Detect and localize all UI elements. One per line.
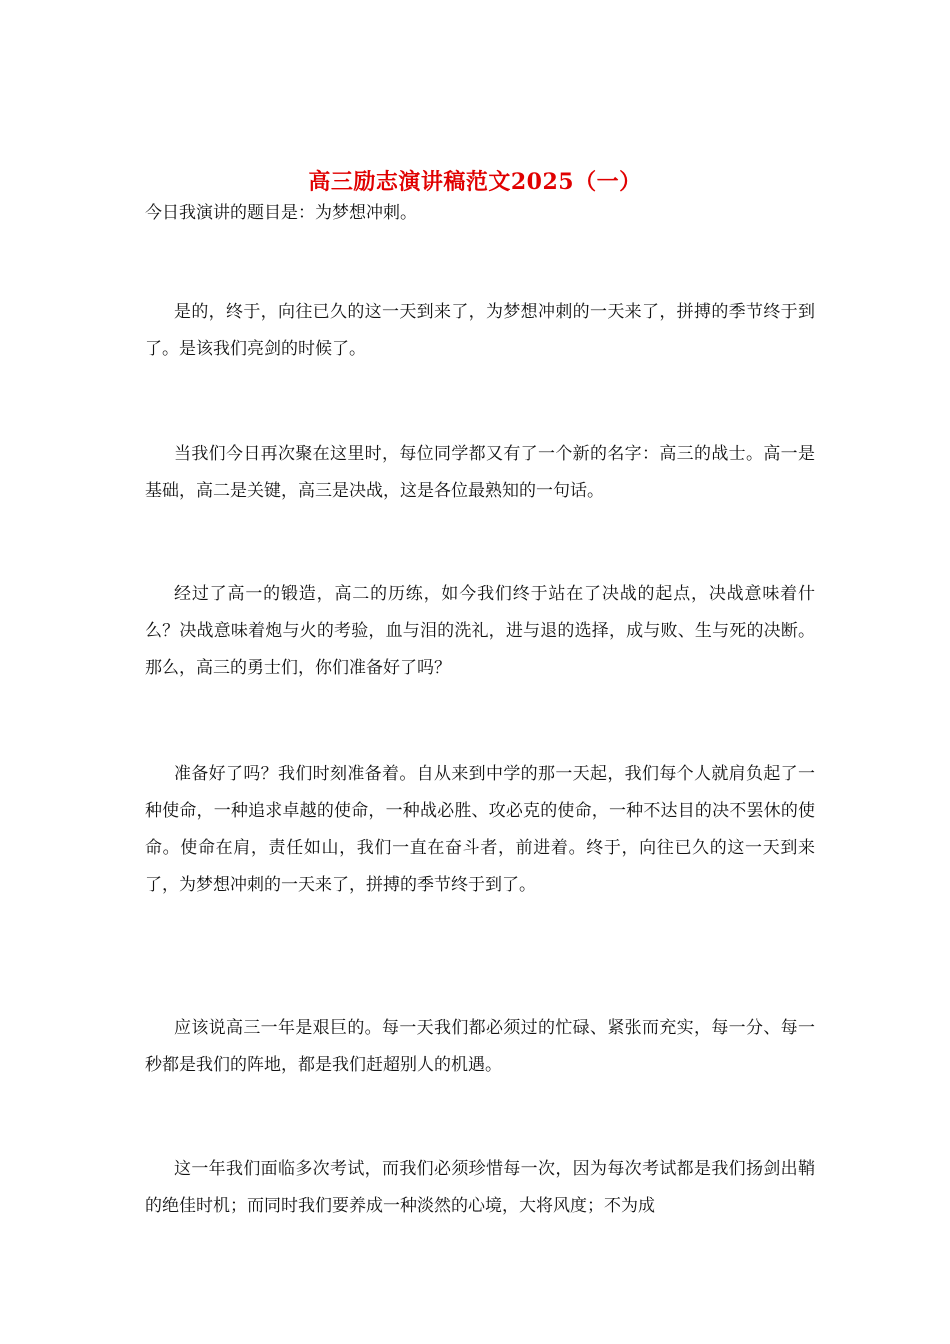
document-title: 高三励志演讲稿范文2025（一） — [308, 168, 642, 195]
paragraph: 是的，终于，向往已久的这一天到来了，为梦想冲刺的一天来了，拼搏的季节终于到了。是该我们亮剑的时候了。 — [145, 302, 815, 359]
paragraph: 这一年我们面临多次考试，而我们必须珍惜每一次，因为每次考试都是我们扬剑出鞘的绝佳时机；而同时我们要养成一种淡然的心境，大将风度；不为成 — [145, 1159, 815, 1216]
paragraph: 当我们今日再次聚在这里时，每位同学都又有了一个新的名字：高三的战士。高一是基础，高二是关键，高三是决战，这是各位最熟知的一句话。 — [145, 444, 815, 501]
paragraph: 经过了高一的锻造，高二的历练，如今我们终于站在了决战的起点，决战意味着什么？决战意味着炮与火的考验，血与泪的洗礼，进与退的选择，成与败、生与死的决断。那么，高三的勇士们，你们准备好了吗？ — [145, 584, 815, 678]
paragraph: 准备好了吗？我们时刻准备着。自从来到中学的那一天起，我们每个人就肩负起了一种使命，一种追求卓越的使命，一种战必胜、攻必克的使命，一种不达目的决不罢休的使命。使命在肩，责任如山，我们一直在奋斗者，前进着。终于，向往已久的这一天到来了，为梦想冲刺的一天来了，拼搏的季节终于到了。 — [145, 764, 815, 895]
paragraph: 应该说高三一年是艰巨的。每一天我们都必须过的忙碌、紧张而充实，每一分、每一秒都是我们的阵地，都是我们赶超别人的机遇。 — [145, 1018, 815, 1075]
intro-line: 今日我演讲的题目是：为梦想冲刺。 — [145, 203, 417, 223]
